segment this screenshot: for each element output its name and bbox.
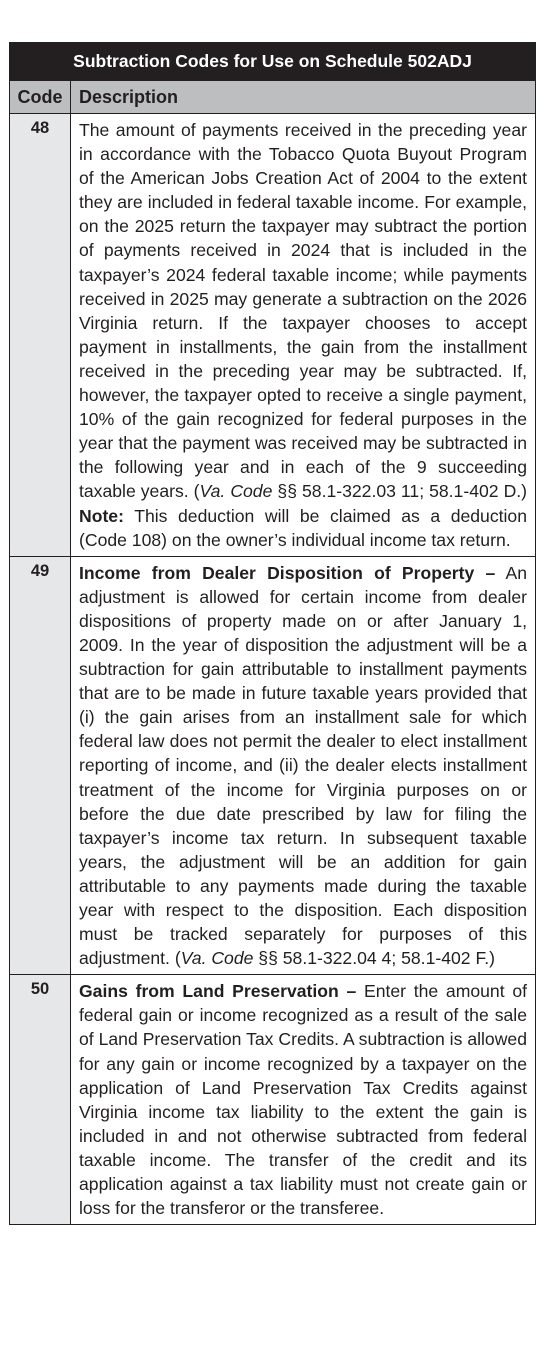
column-header-code: Code xyxy=(10,81,71,113)
description-text: An adjustment is allowed for certain income from dealer dispositions of property made on or after January 1, 2009. In the year of disposition the adjustment will be a subtraction for gain attributable to installment payments that are to be made in future taxable years provided that (i) the gain arises from an installment sale for which federal law does not permit the dealer to elect installment reporting of income, and (ii) the dealer elects installment treatment of the income for Virginia purposes on or before the due date prescribed by law for filing the taxpayer’s income tax return. In subsequent taxable years, the adjustment will be an addition for gain attributable to any payments made during the taxable year with respect to the disposition. Each disposition must be tracked separately for purposes of this adjustment. ( xyxy=(79,562,528,969)
note-label: Note: xyxy=(79,505,124,526)
description-text: §§ 58.1-322.04 4; 58.1-402 F.) xyxy=(253,948,496,969)
row-heading: Income from Dealer Disposition of Property – xyxy=(79,562,496,583)
subtraction-codes-table xyxy=(9,42,536,1225)
row-description xyxy=(71,557,535,975)
description-text: The amount of payments received in the preceding year in accordance with the Tobacco Quota Buyout Program of the American Jobs Creation Act of 2004 to the extent they are included in federal taxable income. For example, on the 2025 return the taxpayer may subtract the portion of payments received in 2024 that is included in the taxpayer’s 2024 federal taxable income; while payments received in 2025 may generate a subtraction on the 2026 Virginia return. If the taxpayer chooses to accept payment in installments, the gain from the installment received in the preceding year may be subtracted. If, however, the taxpayer opted to receive a single payment, 10% of the gain recognized for federal purposes in the year that the payment was received may be subtracted in the following year and in each of the 9 succeeding taxable years. ( xyxy=(79,120,527,502)
row-heading: Gains from Land Preservation – xyxy=(79,981,357,1002)
table-row xyxy=(10,556,535,975)
table-row xyxy=(10,113,535,556)
row-code: 49 xyxy=(10,557,71,975)
table-header-row xyxy=(10,80,535,113)
description-text: §§ 58.1-322.03 11; 58.1-402 D.) xyxy=(272,481,528,502)
table-title: Subtraction Codes for Use on Schedule 502ADJ xyxy=(10,43,535,80)
description-text: Enter the amount of federal gain or income recognized as a result of the sale of Land Preservation Tax Credits. A subtraction is allowed for any gain or income recognized by a taxpayer on the application of Land Preservation Tax Credits against Virginia income tax liability to the extent the gain is included in and not otherwise subtracted from federal taxable income. The transfer of the credit and its application against a tax liability must not create gain or loss for the transferor or the transferee. xyxy=(79,981,527,1219)
citation: Va. Code xyxy=(199,481,273,502)
column-header-description: Description xyxy=(79,87,179,107)
row-code: 50 xyxy=(10,975,71,1224)
table-row xyxy=(10,974,535,1224)
row-description xyxy=(71,114,535,556)
row-description xyxy=(71,975,535,1224)
row-code: 48 xyxy=(10,114,71,556)
description-text: This deduction will be claimed as a deduction (Code 108) on the owner’s individual income tax return. xyxy=(79,505,527,550)
citation: Va. Code xyxy=(180,948,254,969)
